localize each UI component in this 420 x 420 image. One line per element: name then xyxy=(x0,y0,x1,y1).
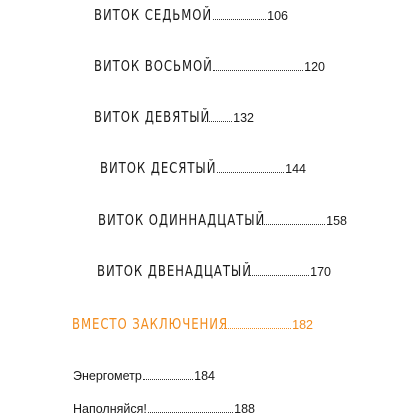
toc-entry-title: Энергометр xyxy=(73,369,142,383)
toc-entry-chapter-11 xyxy=(98,211,347,229)
toc-entry-page: 170 xyxy=(310,265,331,279)
toc-entry-page: 182 xyxy=(292,318,313,332)
dot-leader xyxy=(259,223,325,225)
toc-entry-title: ВИТОК СЕДЬМОЙ xyxy=(94,6,213,24)
toc-entry-title: ВИТОК ВОСЬМОЙ xyxy=(94,57,213,75)
toc-entry-title: ВМЕСТО ЗАКЛЮЧЕНИЯ xyxy=(72,315,229,333)
toc-entry-title: ВИТОК ДВЕНАДЦАТЫЙ xyxy=(97,262,252,280)
toc-entry-page: 158 xyxy=(326,214,347,228)
toc-entry-chapter-9 xyxy=(94,108,254,126)
dot-leader xyxy=(213,18,266,20)
toc-entry-title: ВИТОК ОДИННАДЦАТЫЙ xyxy=(98,211,266,229)
toc-entry-energometer xyxy=(73,369,215,383)
toc-entry-chapter-8 xyxy=(94,57,325,75)
dot-leader xyxy=(217,171,284,173)
dot-leader xyxy=(219,327,291,329)
toc-entry-chapter-12 xyxy=(97,262,331,280)
dot-leader xyxy=(143,378,193,380)
toc-entry-conclusion xyxy=(72,315,313,333)
toc-entry-title: ВИТОК ДЕВЯТЫЙ xyxy=(94,108,211,126)
toc-entry-page: 120 xyxy=(304,60,325,74)
toc-entry-page: 184 xyxy=(194,369,215,383)
toc-entry-page: 106 xyxy=(267,9,288,23)
toc-entry-chapter-10 xyxy=(100,159,306,177)
toc-entry-page: 132 xyxy=(233,111,254,125)
dot-leader xyxy=(213,69,303,71)
dot-leader xyxy=(248,274,309,276)
toc-entry-title: Наполняйся! xyxy=(73,402,147,416)
toc-entry-chapter-7 xyxy=(94,6,288,24)
dot-leader xyxy=(148,411,233,413)
toc-entry-fill-up xyxy=(73,402,255,416)
toc-entry-page: 144 xyxy=(285,162,306,176)
toc-entry-title: ВИТОК ДЕСЯТЫЙ xyxy=(100,159,217,177)
toc-entry-page: 188 xyxy=(234,402,255,416)
